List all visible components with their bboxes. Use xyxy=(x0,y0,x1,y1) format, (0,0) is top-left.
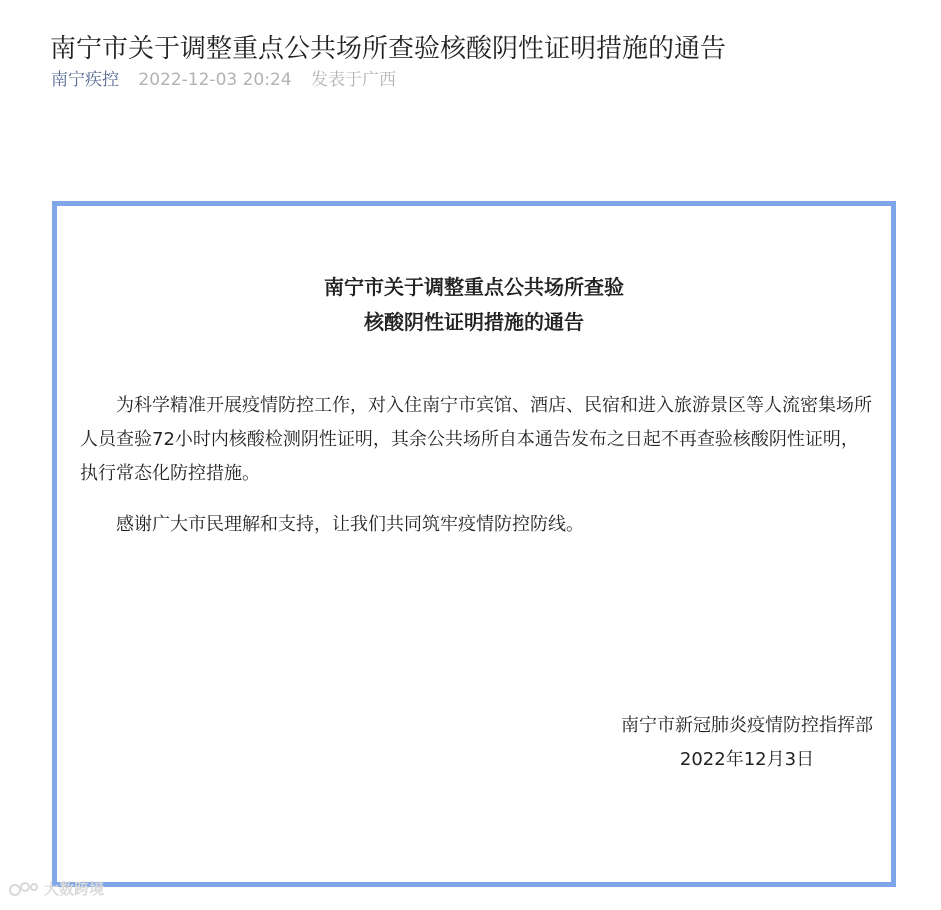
notice-heading-line-2: 核酸阴性证明措施的通告 xyxy=(364,310,584,334)
page-title: 南宁市关于调整重点公共场所查验核酸阴性证明措施的通告 xyxy=(50,34,727,65)
watermark xyxy=(8,878,104,900)
notice-paragraph: 为科学精准开展疫情防控工作，对入住南宁市宾馆、酒店、民宿和进入旅游景区等人流密集场所人员查验72小时内核酸检测阴性证明，其余公共场所自本通告发布之日起不再查验核酸阴性证明，执行常态化防控措施。 xyxy=(80,395,872,484)
article-meta xyxy=(51,68,396,92)
publish-location: 发表于广西 xyxy=(311,70,397,90)
notice-paragraph: 感谢广大市民理解和支持，让我们共同筑牢疫情防控防线。 xyxy=(116,514,584,535)
watermark-text: 大数跨境 xyxy=(44,880,105,898)
publish-time: 2022-12-03 20:24 xyxy=(138,70,292,90)
notice-body xyxy=(80,389,876,559)
account-name-link[interactable]: 南宁疾控 xyxy=(51,70,119,90)
notice-frame xyxy=(52,201,896,887)
notice-heading-line-1: 南宁市关于调整重点公共场所查验 xyxy=(324,275,624,299)
signature-issuer: 南宁市新冠肺炎疫情防控指挥部 xyxy=(621,715,873,736)
notice-signature xyxy=(621,709,873,777)
signature-date: 2022年12月3日 xyxy=(679,749,815,770)
brand-logo-icon xyxy=(8,879,40,899)
notice-heading xyxy=(57,270,891,340)
